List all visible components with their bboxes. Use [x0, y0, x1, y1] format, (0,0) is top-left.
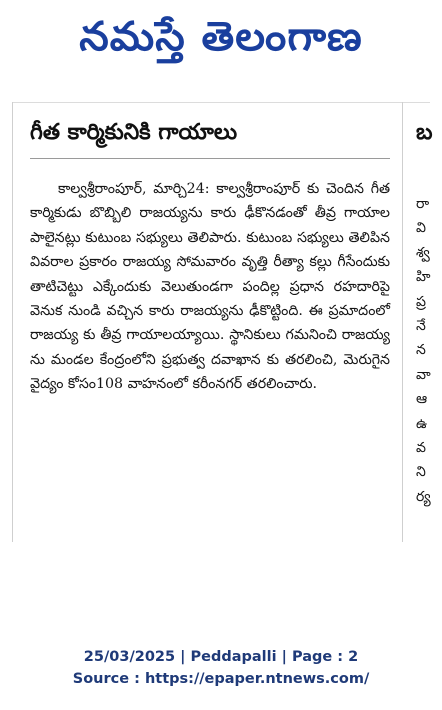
article-body: కాల్వశ్రీరాంపూర్, మార్చి24: కాల్వశ్రీరాంపూర్ కు చెందిన గీత కార్మికుడు బొబ్బిలి రాజయ్యను కారు ఢీకొనడంతో తీవ్ర గాయాల పాలైనట్లు కుటుంబ సభ్యులు తెలిపారు. కుటుంబ సభ్యులు తెలిపిన వివరాల ప్రకారం రాజయ్య సోమవారం వృత్తి రీత్యా కల్లు గీసేందుకు తాటిచెట్టు ఎక్కేందుకు వెలుతుండగా పందిల్ల ప్రధాన రహదారిపై వెనుక నుండి వచ్చిన కారు రాజయ్యను ఢీకొట్టింది. ఈ ప్రమాదంలో రాజయ్య కు తీవ్ర గాయాలయ్యాయి. స్థానికులు గమనించి రాజయ్యను మండల కేంద్రంలోని ప్రభుత్వ దవాఖాన కు తరలించి, మెరుగైన వైద్యం కోసం108 వాహనంలో కరీంనగర్ తరలించారు. [30, 181, 390, 393]
headline-divider [30, 158, 390, 159]
left-column-divider [12, 102, 13, 542]
right-column-divider [402, 102, 403, 542]
adjacent-line: హి [416, 269, 431, 286]
page-footer [0, 646, 442, 690]
adjacent-line: వ [416, 440, 426, 457]
adjacent-article [416, 112, 442, 509]
adjacent-headline: బ [416, 120, 433, 145]
adjacent-line: నే [416, 318, 426, 335]
newspaper-logo: నమస్తే తెలంగాణ [79, 14, 363, 60]
adjacent-line: ఆ [416, 391, 428, 408]
adjacent-line: న [416, 342, 426, 359]
adjacent-line: ఉ [416, 415, 428, 432]
masthead [0, 0, 442, 84]
adjacent-line: శ్వ [416, 244, 430, 261]
adjacent-line: రా [416, 196, 430, 212]
page-frame [12, 102, 433, 542]
source-link[interactable]: Source : https://epaper.ntnews.com/ [72, 671, 370, 687]
adjacent-line: ని [416, 464, 426, 481]
adjacent-line: ర్య [416, 488, 431, 505]
adjacent-body [416, 192, 442, 509]
adjacent-line: ప్ర [416, 293, 426, 310]
main-article [30, 112, 390, 397]
top-divider [12, 102, 430, 103]
adjacent-line: వా [416, 366, 431, 383]
adjacent-line: వి [416, 220, 426, 237]
edition-info: 25/03/2025 | Peddapalli | Page : 2 [83, 649, 359, 665]
article-headline: గీత కార్మికునికి గాయాలు [30, 120, 238, 145]
